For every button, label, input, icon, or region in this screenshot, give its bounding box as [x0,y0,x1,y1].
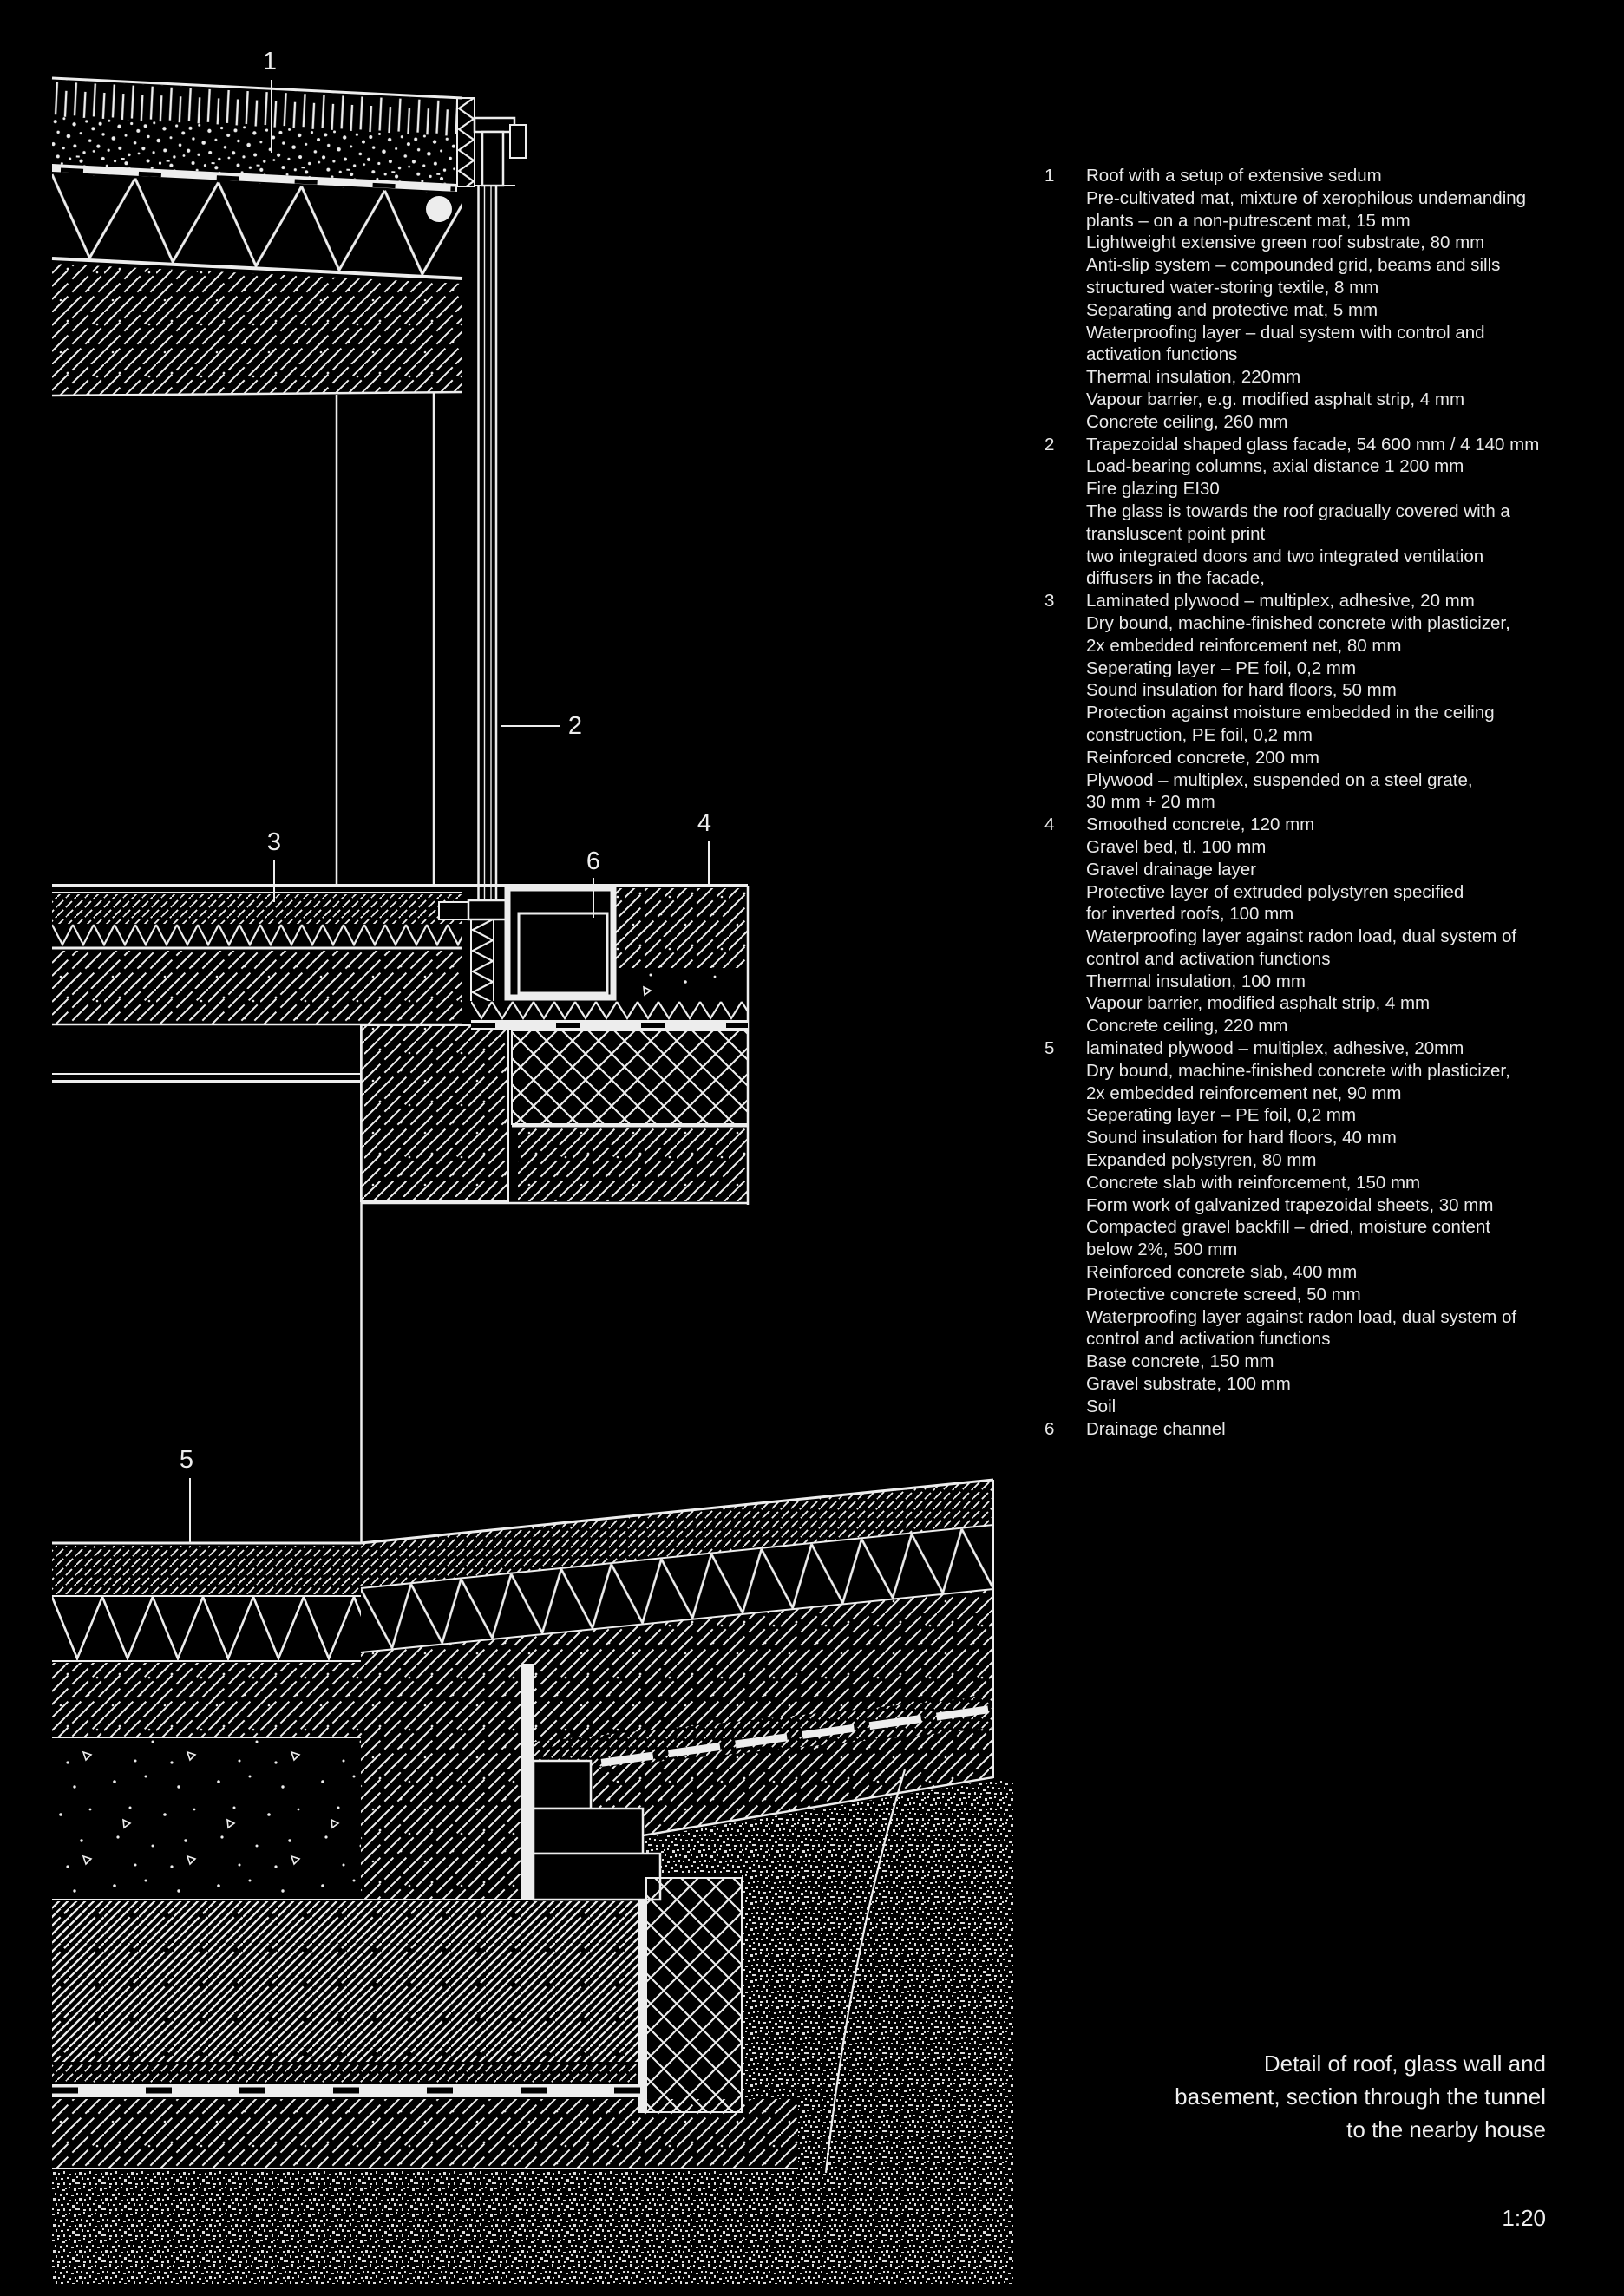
legend-line: Fire glazing EI30 [1086,479,1220,500]
tunnel-section [52,1480,1013,2284]
smoothed-concrete-paving [613,888,748,968]
legend-line: Concrete ceiling, 260 mm [1086,411,1288,432]
legend-line: 30 mm + 20 mm [1086,792,1215,813]
legend-line: Waterproofing layer against radon load, dual system of [1086,1306,1517,1327]
step [534,1854,660,1900]
legend-line: Sound insulation for hard floors, 50 mm [1086,680,1397,701]
legend-line: Vapour barrier, modified asphalt strip, 4 mm [1086,993,1431,1014]
legend-line: Dry bound, machine-finished concrete with plasticizer, [1086,1060,1510,1081]
legend-line: construction, PE foil, 0,2 mm [1086,724,1313,745]
legend-line: activation functions [1086,344,1238,365]
exterior-insulation-layer [471,1001,748,1020]
step [534,1761,591,1809]
drainage-channel-inner [519,913,607,993]
legend-line: Soil [1086,1396,1116,1416]
basement-column [361,1025,508,1201]
label-3: 3 [266,828,282,856]
legend-item-number: 5 [1044,1038,1055,1059]
tunnel-floor-insulation [52,1596,361,1660]
interior-wall-lines [337,392,434,886]
legend-item-lines [1086,1418,1556,1441]
legend-line: Dry bound, machine-finished concrete with plasticizer, [1086,612,1510,633]
legend-item-number: 4 [1044,814,1055,835]
legend-item [1044,434,1556,591]
legend-line: Protective concrete screed, 50 mm [1086,1284,1361,1305]
legend-line: Thermal insulation, 220mm [1086,367,1301,388]
legend-line: plants – on a non-putrescent mat, 15 mm [1086,210,1411,231]
waterproofing-band [471,1020,748,1030]
legend-line: Reinforced concrete slab, 400 mm [1086,1262,1358,1283]
legend-line: Vapour barrier, e.g. modified asphalt strip, 4 mm [1086,389,1465,409]
concrete-ceiling [52,264,462,396]
parapet-insulation-strip [457,98,475,186]
legend-line: Concrete slab with reinforcement, 150 mm [1086,1172,1421,1193]
legend-line: transluscent point print [1086,523,1266,544]
floor-screed-layer [52,894,462,924]
legend-line: Seperating layer – PE foil, 0,2 mm [1086,1105,1357,1126]
legend-item-lines [1086,814,1556,1037]
label-6: 6 [586,847,601,875]
legend-line: Gravel bed, tl. 100 mm [1086,836,1267,857]
legend-line: Thermal insulation, 100 mm [1086,971,1306,991]
legend-line: control and activation functions [1086,1329,1331,1350]
floor-concrete-slab [52,951,462,1024]
legend-line: Compacted gravel backfill – dried, moisture content [1086,1217,1491,1238]
legend-line: below 2%, 500 mm [1086,1240,1238,1260]
floor-sound-insulation [52,924,462,946]
legend-line: Waterproofing layer against radon load, dual system of [1086,926,1517,947]
legend-item-number: 2 [1044,434,1055,455]
legend-item-lines [1086,1037,1556,1418]
roof-assembly [52,78,526,396]
legend-line: diffusers in the facade, [1086,568,1265,589]
legend-line: Concrete ceiling, 220 mm [1086,1016,1288,1037]
title-line: Detail of roof, glass wall and [1263,2051,1546,2077]
house-wall-edge [638,1900,646,2113]
legend-line: Form work of galvanized trapezoidal sheets, 30 mm [1086,1194,1494,1215]
legend-line: two integrated doors and two integrated ventilation [1086,546,1484,566]
legend-line: Gravel substrate, 100 mm [1086,1374,1291,1395]
facade-head-bracket [510,125,526,158]
legend-line: Plywood – multiplex, suspended on a steel grate, [1086,769,1473,790]
legend-item [1044,590,1556,814]
sill-profile [439,902,468,919]
legend-line: Pre-cultivated mat, mixture of xerophilous undemanding [1086,187,1527,208]
legend-item [1044,1418,1556,1441]
glass-facade [479,186,497,902]
legend-line: Reinforced concrete, 200 mm [1086,747,1320,768]
compacted-gravel-backfill [52,1739,361,1900]
legend-line: Trapezoidal shaped glass facade, 54 600 mm / 4 140 mm [1086,434,1540,455]
legend-line: Protective layer of extruded polystyren specified [1086,881,1464,902]
legend-line: Sound insulation for hard floors, 40 mm [1086,1128,1397,1148]
legend-line: Base concrete, 150 mm [1086,1351,1274,1372]
legend-item [1044,1037,1556,1418]
legend-line: structured water-storing textile, 8 mm [1086,277,1379,298]
base-insulation-strip [471,919,494,1001]
legend-line: for inverted roofs, 100 mm [1086,904,1294,925]
legend-line: control and activation functions [1086,948,1331,969]
label-2: 2 [567,712,583,740]
label-4: 4 [697,809,712,837]
house-perimeter-insulation [646,1878,742,2112]
legend-line: Laminated plywood – multiplex, adhesive, 20 mm [1086,591,1475,612]
legend-line: Smoothed concrete, 120 mm [1086,814,1315,835]
legend-line: Seperating layer – PE foil, 0,2 mm [1086,657,1357,678]
legend-line: Gravel drainage layer [1086,859,1256,880]
label-1: 1 [262,48,278,75]
base-concrete [52,2099,798,2168]
legend-item-lines [1086,590,1556,814]
gravel-substrate-layer [52,2171,1013,2284]
legend-line: The glass is towards the roof gradually covered with a [1086,500,1510,521]
legend-line: 2x embedded reinforcement net, 90 mm [1086,1083,1402,1103]
legend-item-number: 3 [1044,591,1055,612]
reinforced-concrete-slab [52,1901,638,2062]
legend-item [1044,814,1556,1037]
tunnel-floor-screed [52,1546,361,1594]
legend-line: laminated plywood – multiplex, adhesive, 20mm [1086,1038,1464,1059]
tunnel-concrete-slab [52,1663,361,1737]
scale-note: 1:20 [1502,2205,1546,2231]
facade-base-profile [468,900,508,919]
tunnel-door-jamb [521,1664,534,1900]
legend-line: Load-bearing columns, axial distance 1 200 mm [1086,456,1464,477]
gravel-bed-layer [613,968,748,1001]
legend-item-lines [1086,434,1556,591]
legend [1044,165,1556,1440]
legend-line: 2x embedded reinforcement net, 80 mm [1086,635,1402,656]
facade-head-mullion [482,132,503,186]
facade-cap-profile [475,118,514,132]
title-line: to the nearby house [1346,2116,1546,2142]
protective-screed [52,2064,638,2083]
legend-line: Expanded polystyren, 80 mm [1086,1150,1317,1171]
legend-line: Drainage channel [1086,1418,1226,1439]
legend-line: Anti-slip system – compounded grid, beams and sills [1086,255,1501,276]
step [534,1809,643,1854]
legend-item [1044,165,1556,434]
title-line: basement, section through the tunnel [1175,2083,1546,2110]
legend-line: Separating and protective mat, 5 mm [1086,299,1378,320]
legend-item-number: 6 [1044,1418,1055,1439]
drawing-title [921,2047,1546,2146]
label-5: 5 [179,1446,194,1474]
legend-item-lines [1086,165,1556,434]
basement-ceiling-slab [518,1128,748,1201]
legend-line: Waterproofing layer – dual system with control and [1086,322,1485,343]
legend-item-number: 1 [1044,166,1055,186]
legend-line: Protection against moisture embedded in the ceiling [1086,703,1495,723]
legend-line: Lightweight extensive green roof substrate, 80 mm [1086,232,1485,253]
ground-floor-assembly [52,886,748,1543]
thermal-insulation-board [512,1030,748,1124]
legend-line: Roof with a setup of extensive sedum [1086,166,1382,186]
